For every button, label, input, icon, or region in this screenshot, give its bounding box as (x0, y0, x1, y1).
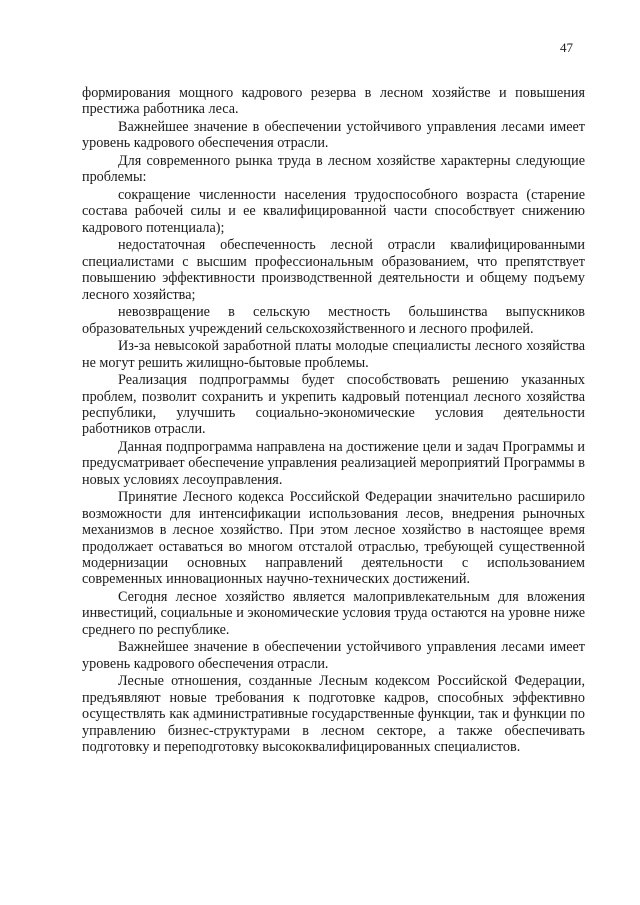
list-item-1: сокращение численности населения трудоспособного возраста (старение состава рабочей силы и ее квалифицированной части способствует снижению кадрового потенциала); (82, 187, 585, 236)
paragraph-1: формирования мощного кадрового резерва в лесном хозяйстве и повышения престижа работника леса. (82, 85, 585, 118)
paragraph-3: Для современного рынка труда в лесном хозяйстве характерны следующие проблемы: (82, 153, 585, 186)
paragraph-5: Реализация подпрограммы будет способствовать решению указанных проблем, позволит сохранить и укрепить кадровый потенциал лесного хозяйства республики, улучшить социально-экономические условия деятельности работников отрасли. (82, 372, 585, 438)
page-body-text (82, 85, 585, 757)
paragraph-10: Лесные отношения, созданные Лесным кодексом Российской Федерации, предъявляют новые требования к подготовке кадров, способных эффективно осуществлять как административные государственные функции, так и функции по управлению бизнес-структурами в лесном секторе, а также обеспечивать подготовку и переподготовку высококвалифицированных специалистов. (82, 673, 585, 756)
page-number: 47 (560, 40, 573, 55)
paragraph-4: Из-за невысокой заработной платы молодые специалисты лесного хозяйства не могут решить жилищно-бытовые проблемы. (82, 338, 585, 371)
paragraph-8: Сегодня лесное хозяйство является малопривлекательным для вложения инвестиций, социальные и экономические условия труда остаются на уровне ниже среднего по республике. (82, 589, 585, 638)
list-item-2: недостаточная обеспеченность лесной отрасли квалифицированными специалистами с высшим профессиональным образованием, что препятствует повышению эффективности производственной деятельности и общему подъему лесного хозяйства; (82, 237, 585, 303)
list-item-3: невозвращение в сельскую местность большинства выпускников образовательных учреждений сельскохозяйственного и лесного профилей. (82, 304, 585, 337)
paragraph-2: Важнейшее значение в обеспечении устойчивого управления лесами имеет уровень кадрового обеспечения отрасли. (82, 119, 585, 152)
paragraph-9: Важнейшее значение в обеспечении устойчивого управления лесами имеет уровень кадрового обеспечения отрасли. (82, 639, 585, 672)
paragraph-7: Принятие Лесного кодекса Российской Федерации значительно расширило возможности для интенсификации использования лесов, внедрения рыночных механизмов в лесное хозяйство. При этом лесное хозяйство в настоящее время продолжает оставаться во многом отсталой отраслью, требующей существенной модернизации основных направлений деятельности с использованием современных инновационных научно-технических достижений. (82, 489, 585, 588)
paragraph-6: Данная подпрограмма направлена на достижение цели и задач Программы и предусматривает обеспечение управления реализацией мероприятий Программы в новых условиях лесоуправления. (82, 439, 585, 488)
